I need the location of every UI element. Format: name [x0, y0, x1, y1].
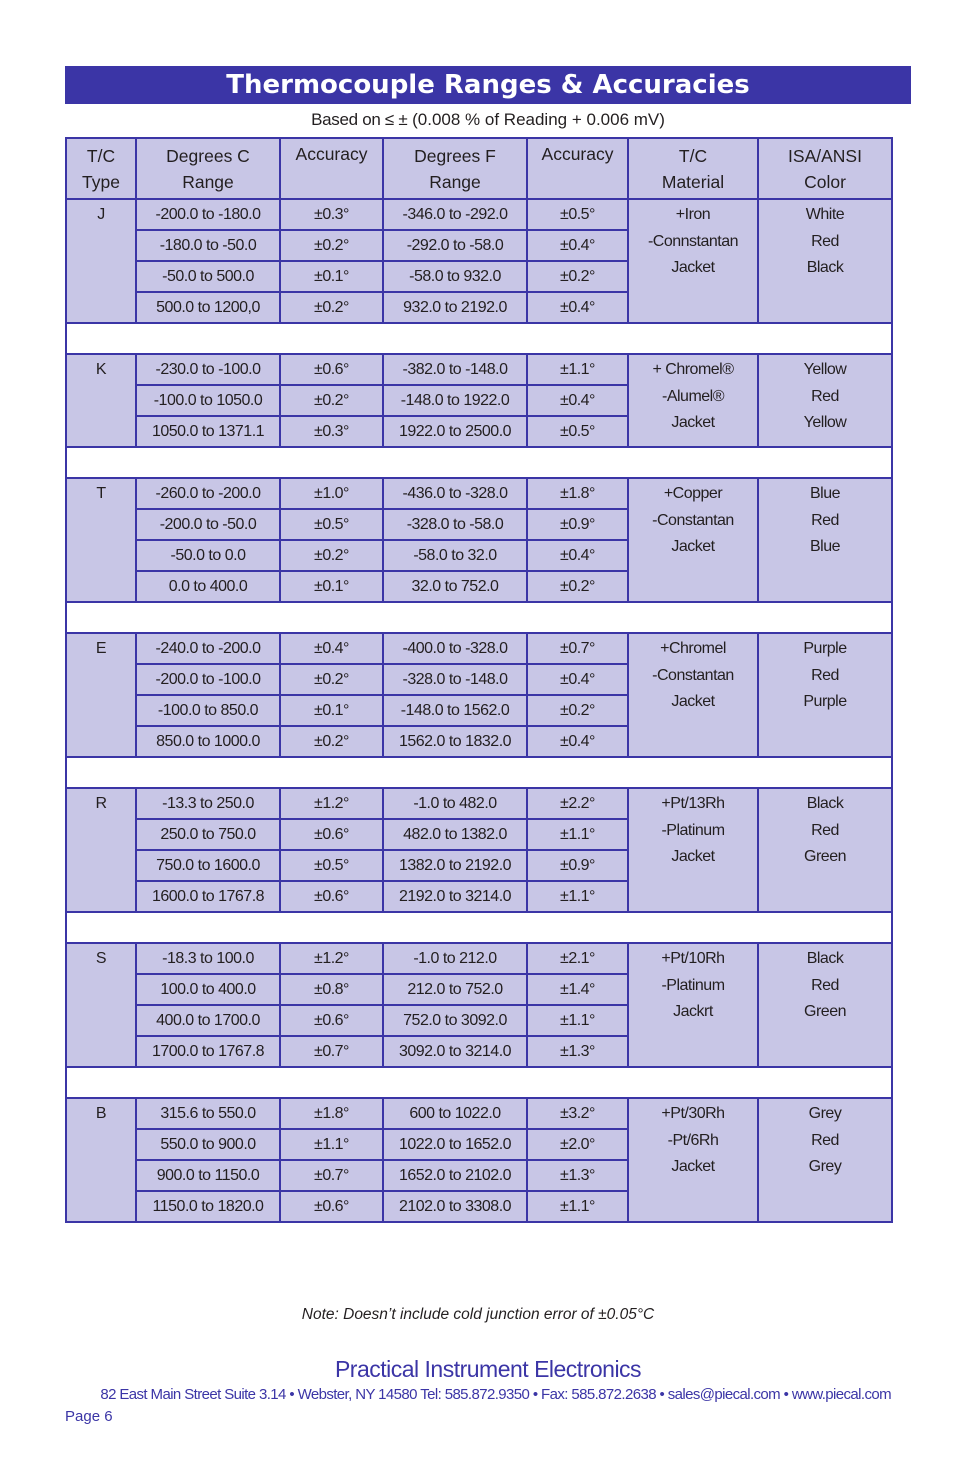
degrees-f-range-cell: 212.0 to 752.0	[383, 974, 527, 1005]
color-line: White	[805, 206, 845, 223]
tc-type-cell: E	[66, 633, 136, 757]
accuracy-f-cell: ±2.2°	[527, 788, 628, 819]
tc-type-cell: K	[66, 354, 136, 447]
accuracy-c-cell: ±0.5°	[280, 850, 383, 881]
accuracy-c-cell: ±1.1°	[280, 1129, 383, 1160]
accuracy-c-cell: ±0.2°	[280, 726, 383, 757]
isa-ansi-color-cell	[758, 354, 892, 447]
separator-cell	[66, 602, 892, 633]
subtitle-detail: (0.008 % of Reading + 0.006 mV)	[407, 110, 665, 129]
degrees-c-range-cell: 1150.0 to 1820.0	[136, 1191, 280, 1222]
material-line: +Copper	[663, 485, 723, 502]
degrees-f-range-cell: -436.0 to -328.0	[383, 478, 527, 509]
degrees-f-range-cell: -328.0 to -148.0	[383, 664, 527, 695]
degrees-f-range-cell: 2102.0 to 3308.0	[383, 1191, 527, 1222]
subtitle-prefix: Based on ≤ ±	[311, 110, 408, 129]
degrees-c-range-cell: 100.0 to 400.0	[136, 974, 280, 1005]
company-address: 82 East Main Street Suite 3.14 • Webster, NY 14580 Tel: 585.872.9350 • Fax: 585.872.2638 • sales@piecal.com • www.piecal.com	[100, 1386, 891, 1403]
accuracy-f-cell: ±3.2°	[527, 1098, 628, 1129]
material-line: -Alumel®	[661, 387, 725, 405]
isa-ansi-color-cell	[758, 478, 892, 602]
degrees-c-range-cell: -50.0 to 500.0	[136, 261, 280, 292]
color-line: Yellow	[803, 414, 847, 431]
tc-material-cell	[628, 943, 758, 1067]
table-body	[66, 199, 892, 1222]
accuracy-f-cell: ±0.4°	[527, 385, 628, 416]
accuracy-f-cell: ±0.4°	[527, 230, 628, 261]
table-row	[66, 354, 892, 385]
color-line: Black	[806, 259, 844, 276]
header-tc-material: T/C Material	[628, 138, 758, 199]
accuracy-c-cell: ±0.2°	[280, 292, 383, 323]
degrees-c-range-cell: 1700.0 to 1767.8	[136, 1036, 280, 1067]
degrees-f-range-cell: 752.0 to 3092.0	[383, 1005, 527, 1036]
degrees-f-range-cell: 1022.0 to 1652.0	[383, 1129, 527, 1160]
degrees-f-range-cell: 1652.0 to 2102.0	[383, 1160, 527, 1191]
degrees-f-range-cell: -148.0 to 1562.0	[383, 695, 527, 726]
accuracy-f-cell: ±1.1°	[527, 819, 628, 850]
accuracy-c-cell: ±0.1°	[280, 695, 383, 726]
degrees-c-range-cell: 550.0 to 900.0	[136, 1129, 280, 1160]
degrees-f-range-cell: 600 to 1022.0	[383, 1098, 527, 1129]
degrees-c-range-cell: 400.0 to 1700.0	[136, 1005, 280, 1036]
color-line: Red	[811, 976, 839, 994]
accuracy-c-cell: ±0.6°	[280, 819, 383, 850]
material-line: Jacket	[671, 538, 715, 555]
group-separator	[66, 912, 892, 943]
degrees-f-range-cell: 3092.0 to 3214.0	[383, 1036, 527, 1067]
accuracy-f-cell: ±1.4°	[527, 974, 628, 1005]
material-line: Jacket	[671, 259, 715, 276]
color-line: Black	[806, 950, 844, 967]
degrees-c-range-cell: -100.0 to 850.0	[136, 695, 280, 726]
degrees-c-range-cell: -260.0 to -200.0	[136, 478, 280, 509]
accuracy-c-cell: ±0.8°	[280, 974, 383, 1005]
color-line: Yellow	[803, 361, 847, 378]
degrees-f-range-cell: -346.0 to -292.0	[383, 199, 527, 230]
material-line: Jacket	[671, 414, 715, 431]
accuracy-c-cell: ±0.7°	[280, 1036, 383, 1067]
accuracy-f-cell: ±1.1°	[527, 1191, 628, 1222]
degrees-f-range-cell: -1.0 to 212.0	[383, 943, 527, 974]
accuracy-c-cell: ±1.0°	[280, 478, 383, 509]
accuracy-c-cell: ±0.3°	[280, 416, 383, 447]
accuracy-c-cell: ±0.4°	[280, 633, 383, 664]
separator-cell	[66, 1067, 892, 1098]
accuracy-c-cell: ±0.6°	[280, 881, 383, 912]
degrees-c-range-cell: -200.0 to -180.0	[136, 199, 280, 230]
tc-type-cell: S	[66, 943, 136, 1067]
degrees-f-range-cell: 932.0 to 2192.0	[383, 292, 527, 323]
accuracy-c-cell: ±0.6°	[280, 1005, 383, 1036]
isa-ansi-color-cell	[758, 943, 892, 1067]
accuracy-c-cell: ±1.8°	[280, 1098, 383, 1129]
accuracy-c-cell: ±1.2°	[280, 788, 383, 819]
table-row	[66, 478, 892, 509]
degrees-f-range-cell: -328.0 to -58.0	[383, 509, 527, 540]
color-line: Blue	[809, 538, 841, 555]
material-line: -Platinum	[661, 821, 725, 839]
separator-cell	[66, 912, 892, 943]
header-tc-type: T/C Type	[66, 138, 136, 199]
accuracy-f-cell: ±0.4°	[527, 292, 628, 323]
color-line: Red	[811, 666, 839, 684]
accuracy-f-cell: ±2.1°	[527, 943, 628, 974]
accuracy-f-cell: ±1.3°	[527, 1160, 628, 1191]
accuracy-c-cell: ±1.2°	[280, 943, 383, 974]
accuracy-c-cell: ±0.1°	[280, 571, 383, 602]
accuracy-f-cell: ±0.7°	[527, 633, 628, 664]
material-line: -Platinum	[661, 976, 725, 994]
header-degrees-f-range: Degrees F Range	[383, 138, 527, 199]
color-line: Grey	[808, 1158, 842, 1175]
degrees-c-range-cell: 0.0 to 400.0	[136, 571, 280, 602]
color-line: Black	[806, 795, 844, 812]
material-line: -Constantan	[652, 666, 734, 684]
material-line: Jacket	[671, 848, 715, 865]
color-line: Green	[804, 1003, 846, 1020]
page-number: Page 6	[65, 1408, 113, 1425]
header-isa-ansi-color: ISA/ANSI Color	[758, 138, 892, 199]
degrees-f-range-cell: -382.0 to -148.0	[383, 354, 527, 385]
tc-type-cell: J	[66, 199, 136, 323]
company-name: Practical Instrument Electronics	[334, 1356, 642, 1382]
accuracy-f-cell: ±1.1°	[527, 1005, 628, 1036]
degrees-f-range-cell: -148.0 to 1922.0	[383, 385, 527, 416]
accuracy-f-cell: ±0.4°	[527, 540, 628, 571]
color-line: Red	[811, 511, 839, 529]
accuracy-f-cell: ±0.4°	[527, 664, 628, 695]
isa-ansi-color-cell	[758, 1098, 892, 1222]
thermocouple-table	[65, 137, 893, 1223]
degrees-f-range-cell: -400.0 to -328.0	[383, 633, 527, 664]
color-line: Green	[804, 848, 846, 865]
degrees-c-range-cell: 900.0 to 1150.0	[136, 1160, 280, 1191]
isa-ansi-color-cell	[758, 788, 892, 912]
degrees-f-range-cell: 2192.0 to 3214.0	[383, 881, 527, 912]
tc-material-cell	[628, 199, 758, 323]
accuracy-f-cell: ±0.2°	[527, 695, 628, 726]
degrees-f-range-cell: 32.0 to 752.0	[383, 571, 527, 602]
material-line: -Connstantan	[647, 232, 739, 250]
isa-ansi-color-cell	[758, 199, 892, 323]
accuracy-c-cell: ±0.2°	[280, 664, 383, 695]
accuracy-c-cell: ±0.3°	[280, 199, 383, 230]
accuracy-c-cell: ±0.6°	[280, 354, 383, 385]
accuracy-f-cell: ±0.5°	[527, 199, 628, 230]
separator-cell	[66, 757, 892, 788]
accuracy-f-cell: ±1.3°	[527, 1036, 628, 1067]
material-line: +Pt/30Rh	[661, 1105, 725, 1122]
degrees-c-range-cell: -100.0 to 1050.0	[136, 385, 280, 416]
degrees-c-range-cell: 250.0 to 750.0	[136, 819, 280, 850]
degrees-c-range-cell: 315.6 to 550.0	[136, 1098, 280, 1129]
color-line: Red	[811, 1131, 839, 1149]
isa-ansi-color-cell	[758, 633, 892, 757]
group-separator	[66, 447, 892, 478]
accuracy-c-cell: ±0.7°	[280, 1160, 383, 1191]
color-line: Grey	[808, 1105, 842, 1122]
material-line: Jacket	[671, 1158, 715, 1175]
tc-material-cell	[628, 1098, 758, 1222]
degrees-c-range-cell: -180.0 to -50.0	[136, 230, 280, 261]
accuracy-f-cell: ±1.8°	[527, 478, 628, 509]
color-line: Red	[811, 821, 839, 839]
accuracy-c-cell: ±0.2°	[280, 385, 383, 416]
material-line: +Iron	[675, 206, 711, 223]
degrees-f-range-cell: 482.0 to 1382.0	[383, 819, 527, 850]
tc-type-cell: R	[66, 788, 136, 912]
header-degrees-c-range: Degrees C Range	[136, 138, 280, 199]
degrees-c-range-cell: -50.0 to 0.0	[136, 540, 280, 571]
degrees-f-range-cell: -58.0 to 932.0	[383, 261, 527, 292]
degrees-c-range-cell: 1600.0 to 1767.8	[136, 881, 280, 912]
separator-cell	[66, 447, 892, 478]
degrees-f-range-cell: 1382.0 to 2192.0	[383, 850, 527, 881]
color-line: Red	[811, 387, 839, 405]
color-line: Blue	[809, 485, 841, 502]
cold-junction-note: Note: Doesn’t include cold junction error of ±0.05°C	[301, 1306, 655, 1323]
degrees-c-range-cell: -200.0 to -100.0	[136, 664, 280, 695]
table-row	[66, 633, 892, 664]
accuracy-f-cell: ±0.9°	[527, 850, 628, 881]
material-line: +Pt/10Rh	[661, 950, 725, 967]
material-line: Jacket	[671, 693, 715, 710]
accuracy-f-cell: ±0.4°	[527, 726, 628, 757]
material-line: Jackrt	[673, 1003, 713, 1020]
degrees-c-range-cell: 750.0 to 1600.0	[136, 850, 280, 881]
degrees-f-range-cell: -58.0 to 32.0	[383, 540, 527, 571]
degrees-c-range-cell: 1050.0 to 1371.1	[136, 416, 280, 447]
degrees-f-range-cell: -1.0 to 482.0	[383, 788, 527, 819]
accuracy-f-cell: ±0.9°	[527, 509, 628, 540]
accuracy-c-cell: ±0.2°	[280, 230, 383, 261]
header-accuracy-c: Accuracy	[280, 138, 383, 199]
accuracy-f-cell: ±0.5°	[527, 416, 628, 447]
tc-material-cell	[628, 478, 758, 602]
material-line: +Chromel	[660, 640, 726, 657]
material-line: +Pt/13Rh	[661, 795, 725, 812]
group-separator	[66, 323, 892, 354]
accuracy-f-cell: ±2.0°	[527, 1129, 628, 1160]
group-separator	[66, 757, 892, 788]
tc-material-cell	[628, 788, 758, 912]
header-accuracy-f: Accuracy	[527, 138, 628, 199]
color-line: Purple	[803, 693, 847, 710]
material-line: + Chromel®	[652, 361, 734, 378]
group-separator	[66, 1067, 892, 1098]
degrees-c-range-cell: -13.3 to 250.0	[136, 788, 280, 819]
tc-material-cell	[628, 633, 758, 757]
table-header-row	[66, 138, 892, 199]
degrees-f-range-cell: 1922.0 to 2500.0	[383, 416, 527, 447]
material-line: -Pt/6Rh	[667, 1131, 719, 1149]
accuracy-c-cell: ±0.1°	[280, 261, 383, 292]
tc-type-cell: T	[66, 478, 136, 602]
accuracy-f-cell: ±0.2°	[527, 261, 628, 292]
degrees-f-range-cell: 1562.0 to 1832.0	[383, 726, 527, 757]
material-line: -Constantan	[652, 511, 734, 529]
degrees-c-range-cell: 850.0 to 1000.0	[136, 726, 280, 757]
color-line: Red	[811, 232, 839, 250]
degrees-c-range-cell: -200.0 to -50.0	[136, 509, 280, 540]
degrees-c-range-cell: -240.0 to -200.0	[136, 633, 280, 664]
degrees-f-range-cell: -292.0 to -58.0	[383, 230, 527, 261]
separator-cell	[66, 323, 892, 354]
accuracy-c-cell: ±0.2°	[280, 540, 383, 571]
page-title: Thermocouple Ranges & Accuracies	[65, 66, 911, 104]
table-row	[66, 1098, 892, 1129]
accuracy-c-cell: ±0.5°	[280, 509, 383, 540]
accuracy-f-cell: ±1.1°	[527, 881, 628, 912]
degrees-c-range-cell: -18.3 to 100.0	[136, 943, 280, 974]
table-row	[66, 788, 892, 819]
color-line: Purple	[803, 640, 847, 657]
table-row	[66, 943, 892, 974]
tc-material-cell	[628, 354, 758, 447]
group-separator	[66, 602, 892, 633]
accuracy-f-cell: ±1.1°	[527, 354, 628, 385]
accuracy-basis-subtitle	[65, 109, 911, 131]
accuracy-f-cell: ±0.2°	[527, 571, 628, 602]
tc-type-cell: B	[66, 1098, 136, 1222]
accuracy-c-cell: ±0.6°	[280, 1191, 383, 1222]
table-row	[66, 199, 892, 230]
degrees-c-range-cell: -230.0 to -100.0	[136, 354, 280, 385]
degrees-c-range-cell: 500.0 to 1200,0	[136, 292, 280, 323]
